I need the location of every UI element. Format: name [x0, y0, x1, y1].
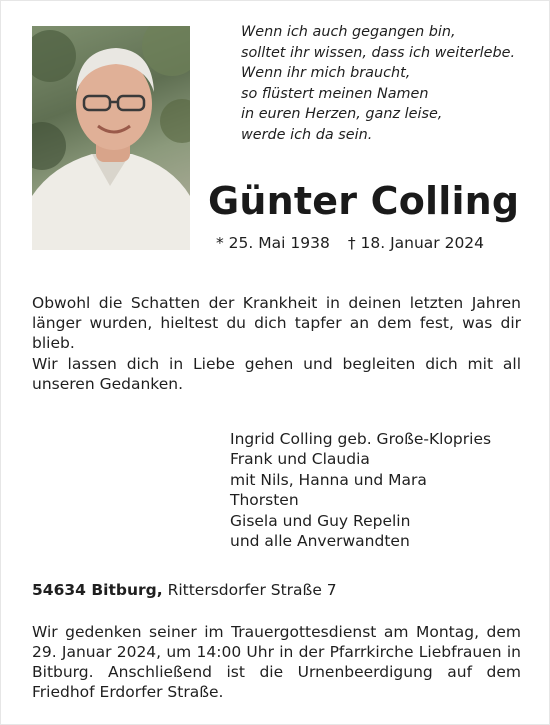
- paragraph-service: Wir gedenken seiner im Trauergottesdienst am Montag, dem 29. Januar 2024, um 14:00 Uhr in der Pfarrkirche Liebfrauen in Bitburg. Anschließend ist die Urnenbeerdigung auf dem Friedhof Erdorfer Straße.: [32, 623, 521, 701]
- address-street: Rittersdorfer Straße 7: [167, 581, 337, 599]
- poem-line: werde ich da sein.: [241, 126, 373, 143]
- paragraph-farewell: Obwohl die Schatten der Krankheit in deinen letzten Jahren länger wurden, hieltest du dich tapfer an dem fest, was dir blieb.: [32, 294, 521, 352]
- mourner-line: und alle Anverwandten: [230, 532, 410, 551]
- life-dates: [216, 233, 484, 253]
- address: [32, 580, 337, 600]
- mourner-line: mit Nils, Hanna und Mara: [230, 470, 427, 489]
- poem-line: in euren Herzen, ganz leise,: [241, 106, 443, 122]
- poem-line: Wenn ich auch gegangen bin,: [241, 24, 456, 40]
- poem-line: solltet ihr wissen, dass ich weiterlebe.: [241, 44, 516, 61]
- birth-date: * 25. Mai 1938: [216, 234, 330, 252]
- mourner-line: Frank und Claudia: [230, 450, 370, 469]
- poem: [241, 22, 541, 145]
- mourner-line: Ingrid Colling geb. Große-Klopries: [230, 430, 492, 448]
- paragraph-love: Wir lassen dich in Liebe gehen und begleiten dich mit all unseren Gedanken.: [32, 355, 521, 393]
- death-date: † 18. Januar 2024: [347, 234, 485, 252]
- mourner-line: Thorsten: [230, 491, 299, 510]
- poem-line: Wenn ihr mich braucht,: [241, 65, 411, 81]
- portrait-photo: [32, 26, 190, 250]
- mourner-line: Gisela und Guy Repelin: [230, 511, 411, 530]
- poem-line: so flüstert meinen Namen: [241, 85, 429, 102]
- address-city: 54634 Bitburg,: [32, 581, 163, 599]
- deceased-name: Günter Colling: [208, 179, 520, 223]
- mourners-list: [230, 429, 491, 551]
